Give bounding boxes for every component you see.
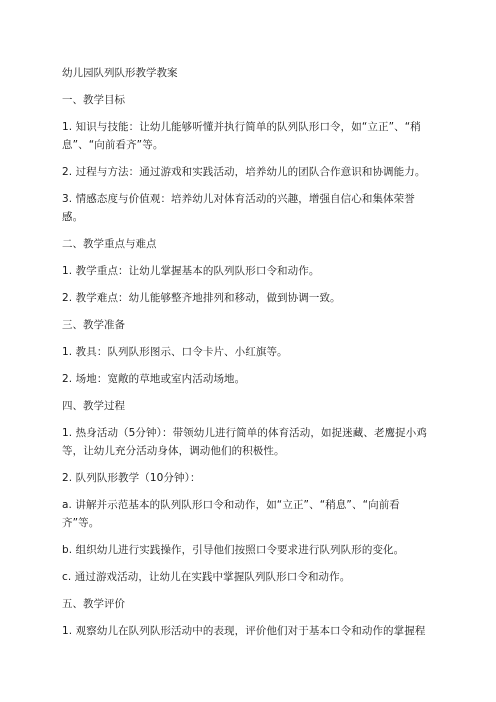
section-teaching-goals [62, 91, 434, 226]
paragraph: c. 通过游戏活动，让幼儿在实践中掌握队列队形口令和动作。 [62, 571, 351, 583]
section-key-points [62, 235, 434, 307]
section-process [62, 397, 434, 586]
paragraph: b. 组织幼儿进行实践操作，引导他们按照口令要求进行队列队形的变化。 [62, 544, 405, 556]
paragraph: 1. 教学重点：让幼儿掌握基本的队列队形口令和动作。 [62, 265, 320, 277]
document-title: 幼儿园队列队形教学教案 [62, 67, 178, 79]
paragraph: 2. 过程与方法：通过游戏和实践活动，培养幼儿的团队合作意识和协调能力。 [62, 166, 426, 178]
paragraph: a. 讲解并示范基本的队列队形口令和动作，如“立正”、“稍息”、“向前看齐”等。 [62, 499, 400, 529]
section-evaluation [62, 595, 434, 640]
paragraph: 1. 观察幼儿在队列队形活动中的表现，评价他们对于基本口令和动作的掌握程 [62, 625, 426, 637]
section-preparation [62, 316, 434, 388]
paragraph: 1. 热身活动（5分钟）：带领幼儿进行简单的体育活动，如捉迷藏、老鹰捉小鸡等，让幼儿充分活动身体，调动他们的积极性。 [62, 427, 427, 457]
paragraph: 3. 情感态度与价值观：培养幼儿对体育活动的兴趣，增强自信心和集体荣誉感。 [62, 193, 415, 223]
paragraph: 1. 教具：队列队形图示、口令卡片、小红旗等。 [62, 346, 288, 358]
paragraph: 2. 教学难点：幼儿能够整齐地排列和移动，做到协调一致。 [62, 292, 341, 304]
section-heading: 五、教学评价 [62, 598, 125, 610]
section-heading: 一、教学目标 [62, 94, 125, 106]
section-heading: 三、教学准备 [62, 319, 125, 331]
section-heading: 四、教学过程 [62, 400, 125, 412]
paragraph: 1. 知识与技能：让幼儿能够听懂并执行简单的队列队形口令，如“立正”、“稍息”、“向前看齐”等。 [62, 121, 421, 151]
section-heading: 二、教学重点与难点 [62, 238, 157, 250]
paragraph: 2. 场地：宽敞的草地或室内活动场地。 [62, 373, 246, 385]
document-content [62, 64, 434, 649]
paragraph: 2. 队列队形教学（10分钟）： [62, 472, 201, 484]
